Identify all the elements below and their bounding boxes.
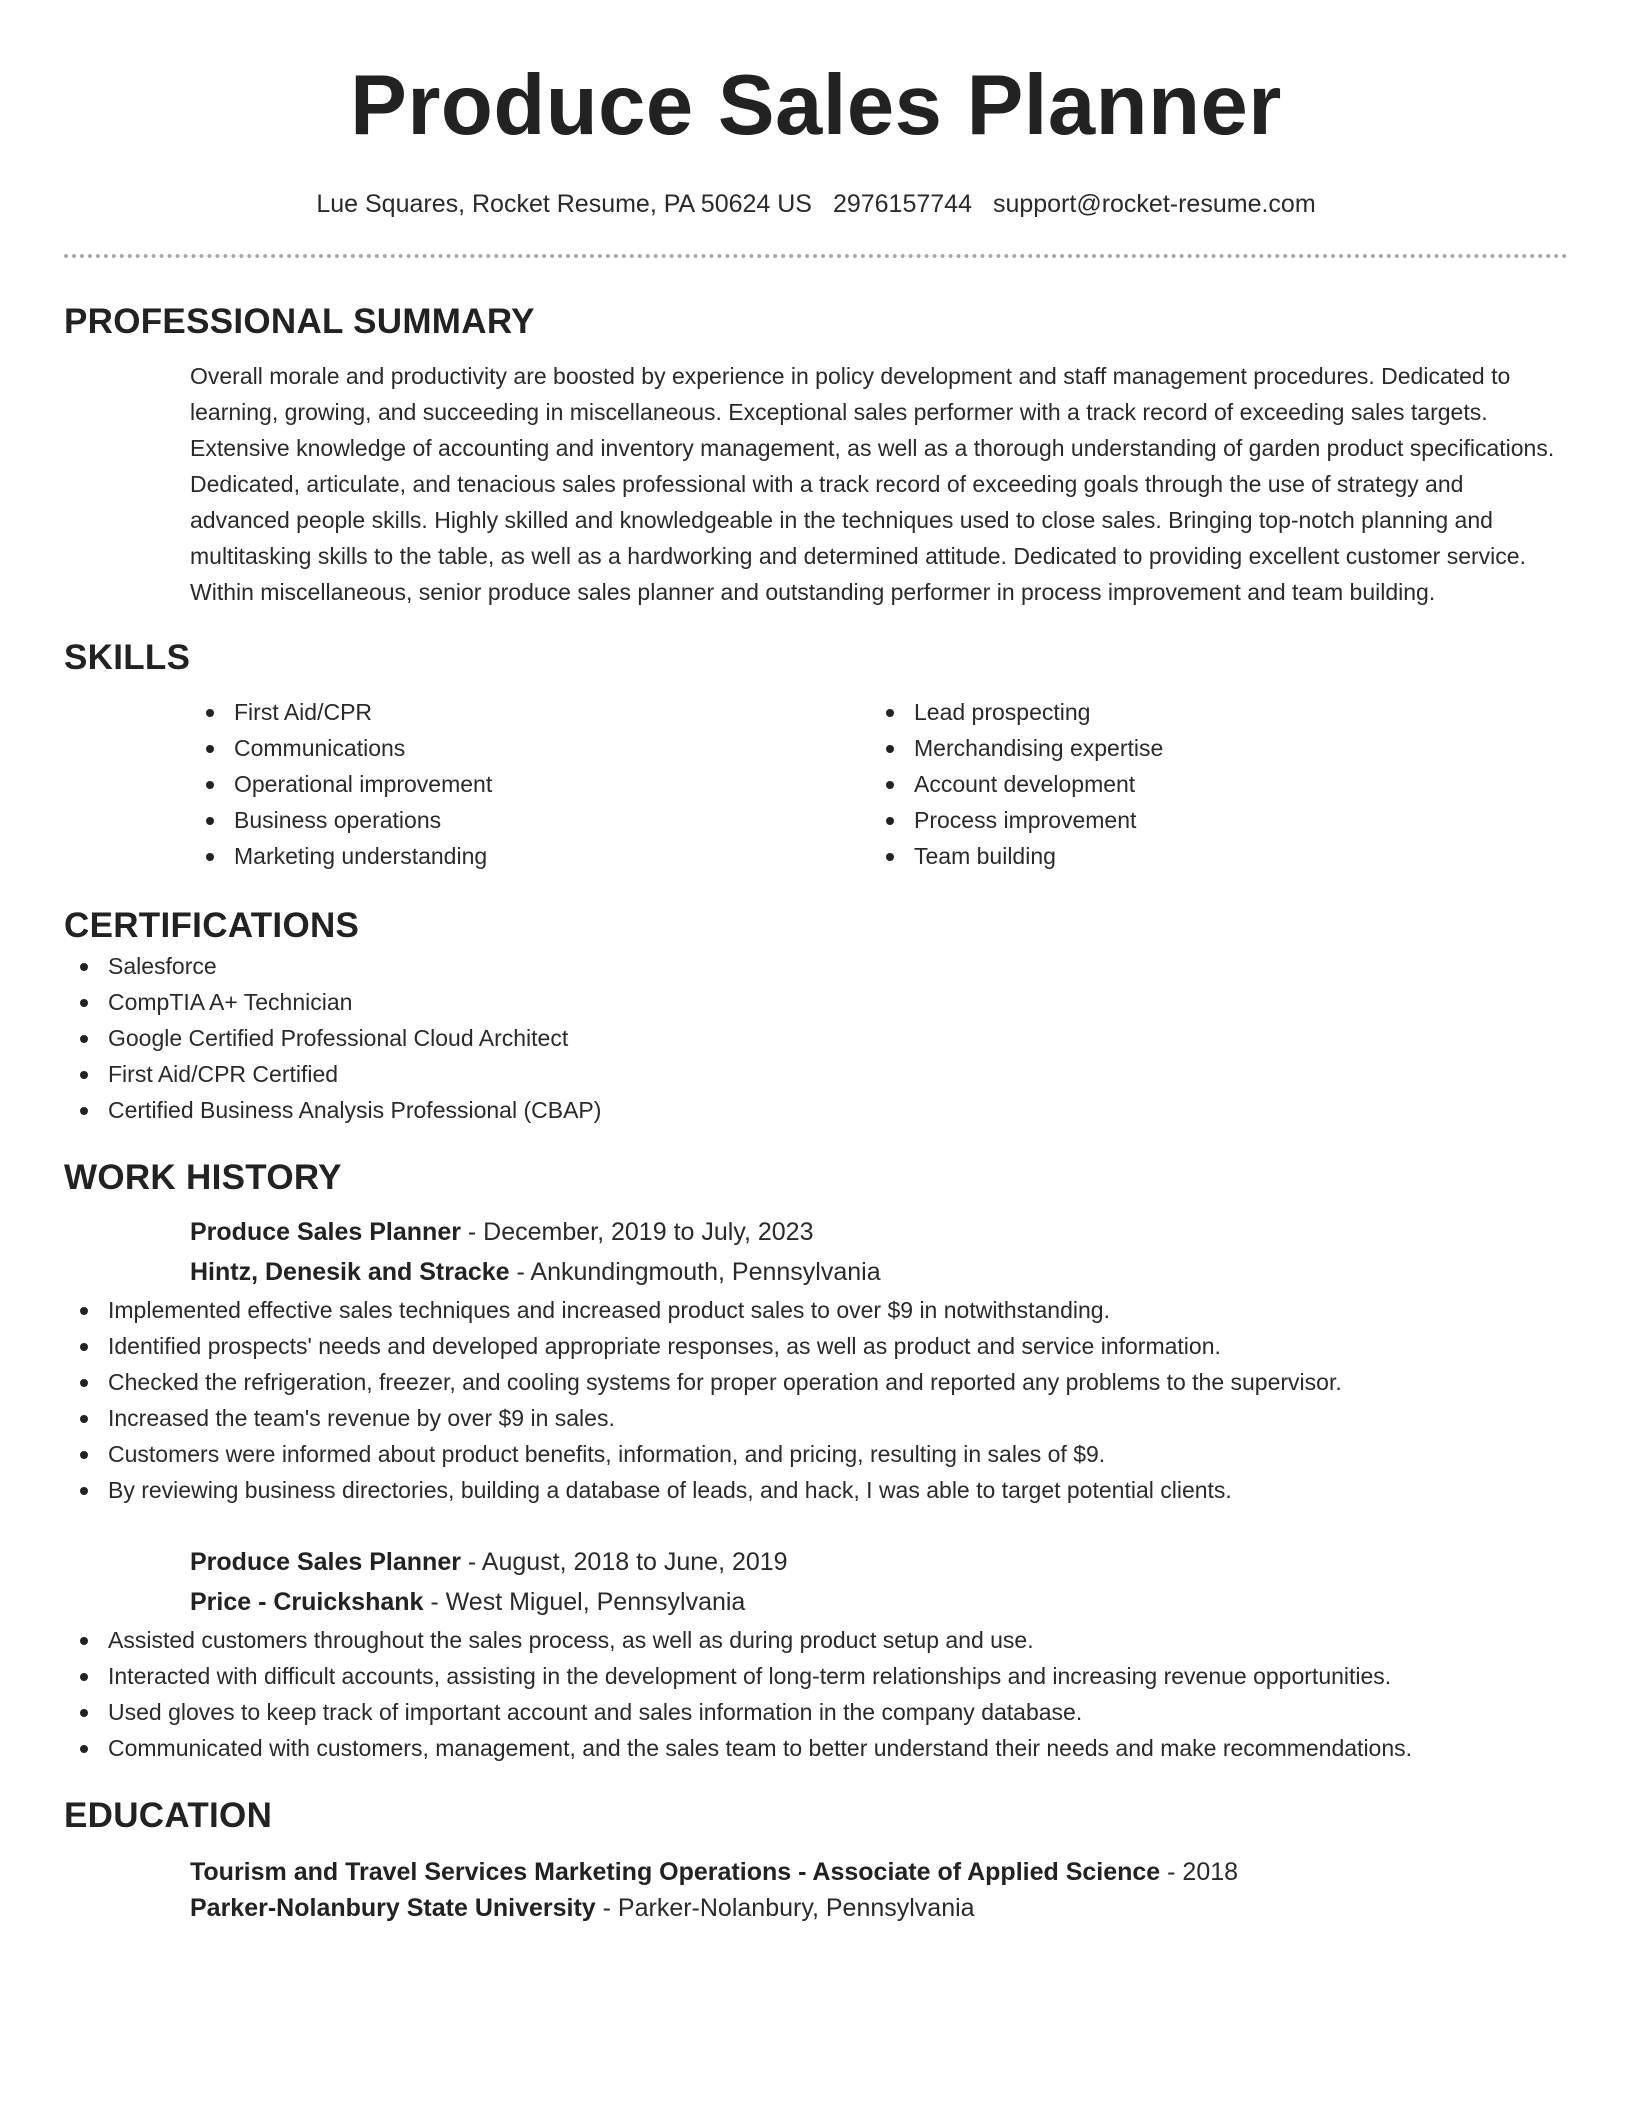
job-role: Produce Sales Planner — [190, 1548, 461, 1576]
skills-list-left — [190, 694, 870, 874]
education-year: - 2018 — [1160, 1858, 1239, 1886]
certification-item: Google Certified Professional Cloud Architect — [64, 1020, 1568, 1056]
education-location: - Parker-Nolanbury, Pennsylvania — [595, 1894, 975, 1922]
job-entry — [190, 1542, 1568, 1622]
job-company: Hintz, Denesik and Stracke — [190, 1258, 510, 1286]
education-section — [64, 1794, 1568, 1926]
job-duty: Communicated with customers, management, and the sales team to better understand their needs and make recommendations. — [64, 1730, 1568, 1766]
summary-section — [64, 300, 1568, 610]
summary-text: Overall morale and productivity are boosted by experience in policy development and staff management procedures. Dedicated to learning, growing, and succeeding in miscellaneous. Exceptional sales performer with a track record of exceeding sales targets. Extensive knowledge of accounting and inventory management, as well as a thorough understanding of garden product specifications. Dedicated, articulate, and tenacious sales professional with a track record of exceeding goals through the use of strategy and advanced people skills. Highly skilled and knowledgeable in the techniques used to close sales. Bringing top-notch planning and multitasking skills to the table, as well as a hardworking and determined attitude. Dedicated to providing excellent customer service. Within miscellaneous, senior produce sales planner and outstanding performer in process improvement and team building. — [190, 363, 1555, 605]
job-duty: Assisted customers throughout the sales process, as well as during product setup and use. — [64, 1622, 1568, 1658]
certification-item: CompTIA A+ Technician — [64, 984, 1568, 1020]
skills-list-right — [870, 694, 1550, 874]
contact-phone: 2976157744 — [832, 190, 972, 218]
job-duty: Checked the refrigeration, freezer, and cooling systems for proper operation and reported any problems to the supervisor. — [64, 1364, 1568, 1400]
job-location: - Ankundingmouth, Pennsylvania — [509, 1258, 881, 1286]
header-divider — [64, 254, 1568, 258]
education-entry — [190, 1854, 1568, 1926]
job-dates: - August, 2018 to June, 2019 — [460, 1548, 788, 1576]
job-duty: Customers were informed about product benefits, information, and pricing, resulting in sales of $9. — [64, 1436, 1568, 1472]
certifications-section — [64, 904, 1568, 1128]
job-location: - West Miguel, Pennsylvania — [423, 1588, 746, 1616]
summary-heading: PROFESSIONAL SUMMARY — [64, 302, 535, 341]
education-heading: EDUCATION — [64, 1796, 273, 1835]
contact-email: support@rocket-resume.com — [992, 190, 1316, 218]
certification-item: First Aid/CPR Certified — [64, 1056, 1568, 1092]
job-duties-list — [64, 1292, 1568, 1508]
job-company-line — [190, 1252, 1568, 1292]
certification-item: Salesforce — [64, 948, 1568, 984]
job-duty: Increased the team's revenue by over $9 in sales. — [64, 1400, 1568, 1436]
job-title-line — [190, 1212, 1568, 1252]
contact-address: Lue Squares, Rocket Resume, PA 50624 US — [316, 190, 812, 218]
job-role: Produce Sales Planner — [190, 1218, 461, 1246]
education-school: Parker-Nolanbury State University — [190, 1894, 596, 1922]
job-dates: - December, 2019 to July, 2023 — [460, 1218, 814, 1246]
job-entry — [190, 1212, 1568, 1292]
work-history-section — [64, 1156, 1568, 1766]
certifications-heading: CERTIFICATIONS — [64, 906, 360, 945]
skill-item: Operational improvement — [190, 766, 870, 802]
education-school-line — [190, 1890, 1568, 1926]
job-company-line — [190, 1582, 1568, 1622]
job-company: Price - Cruickshank — [190, 1588, 424, 1616]
education-degree: Tourism and Travel Services Marketing Operations - Associate of Applied Science — [190, 1858, 1161, 1886]
education-degree-line — [190, 1854, 1568, 1890]
job-duty: Used gloves to keep track of important account and sales information in the company database. — [64, 1694, 1568, 1730]
skill-item: Process improvement — [870, 802, 1550, 838]
job-title-line — [190, 1542, 1568, 1582]
certification-item: Certified Business Analysis Professional (CBAP) — [64, 1092, 1568, 1128]
skills-section — [64, 636, 1568, 874]
job-duty: Implemented effective sales techniques and increased product sales to over $9 in notwithstanding. — [64, 1292, 1568, 1328]
skill-item: Marketing understanding — [190, 838, 870, 874]
skills-grid — [190, 694, 1568, 874]
job-duty: Identified prospects' needs and developed appropriate responses, as well as product and service information. — [64, 1328, 1568, 1364]
skill-item: Team building — [870, 838, 1550, 874]
certifications-list — [64, 948, 1568, 1128]
skills-heading: SKILLS — [64, 638, 191, 677]
job-duty: Interacted with difficult accounts, assisting in the development of long-term relationships and increasing revenue opportunities. — [64, 1658, 1568, 1694]
job-duty: By reviewing business directories, building a database of leads, and hack, I was able to target potential clients. — [64, 1472, 1568, 1508]
skill-item: Account development — [870, 766, 1550, 802]
skill-item: First Aid/CPR — [190, 694, 870, 730]
job-duties-list — [64, 1622, 1568, 1766]
skill-item: Merchandising expertise — [870, 730, 1550, 766]
skill-item: Communications — [190, 730, 870, 766]
skill-item: Lead prospecting — [870, 694, 1550, 730]
skill-item: Business operations — [190, 802, 870, 838]
resume-name: Produce Sales Planner — [350, 58, 1282, 153]
work-history-heading: WORK HISTORY — [64, 1158, 342, 1197]
contact-line — [64, 188, 1568, 220]
